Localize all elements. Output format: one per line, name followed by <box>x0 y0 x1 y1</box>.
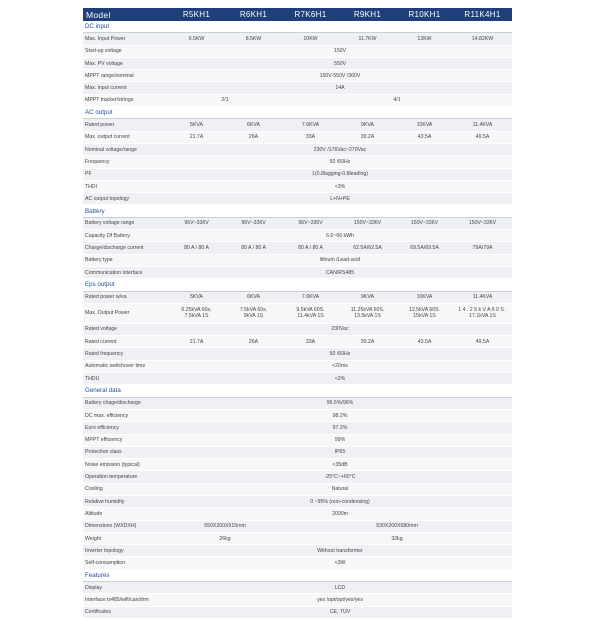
spec-value: 2/1 <box>168 94 282 106</box>
spec-value: 150V <box>168 45 512 57</box>
spec-value: lithium /Lead-acid <box>168 254 512 266</box>
spec-row <box>83 45 512 57</box>
spec-value: 33A <box>282 131 339 143</box>
spec-row <box>83 180 512 192</box>
section-title: Features <box>83 569 512 581</box>
spec-value: 11.4KVA <box>453 291 512 303</box>
spec-row <box>83 266 512 278</box>
spec-row <box>83 508 512 520</box>
spec-value: <3% <box>168 180 512 192</box>
spec-label: Communication interface <box>83 266 168 278</box>
spec-value: 230V /176Vac~270Vac <box>168 143 512 155</box>
spec-value-line: 6.25kVA 60s. <box>181 307 212 314</box>
spec-value: 5KVA <box>168 291 225 303</box>
spec-value: 9KVA <box>339 291 396 303</box>
spec-value: 1(0.8lagging-0.8leading) <box>168 168 512 180</box>
spec-row <box>83 557 512 569</box>
spec-value: 43.5A <box>396 336 453 348</box>
spec-label: THDI <box>83 180 168 192</box>
spec-value: <3W <box>168 557 512 569</box>
spec-value: 8.5KW <box>225 33 282 45</box>
spec-value: 6.5KW <box>168 33 225 45</box>
spec-value: 50 /60Hz <box>168 156 512 168</box>
spec-label: Frequency <box>83 156 168 168</box>
spec-value: 10KVA <box>396 119 453 131</box>
spec-value: 39.2A <box>339 131 396 143</box>
spec-value <box>339 303 396 323</box>
spec-label: Display <box>83 582 168 594</box>
spec-value-line: 12.5kVA 60S. <box>408 307 441 314</box>
spec-value: 62.5A/62.5A <box>339 242 396 254</box>
spec-value: -25°C~+60°C <box>168 471 512 483</box>
spec-label: Rated power <box>83 119 168 131</box>
spec-label: Capacity Of Battery <box>83 230 168 242</box>
spec-value: 550V <box>168 57 512 69</box>
spec-value: 26kg <box>168 532 282 544</box>
spec-label: DC max. efficiency <box>83 409 168 421</box>
spec-value: 0 ~95% (non-condensing) <box>168 495 512 507</box>
spec-row <box>83 446 512 458</box>
spec-label: Max. Output Power <box>83 303 168 323</box>
spec-value: 43.5A <box>396 131 453 143</box>
spec-value: 32kg <box>282 532 512 544</box>
spec-row <box>83 434 512 446</box>
spec-label: Battery voltage range <box>83 217 168 229</box>
spec-label: PF <box>83 168 168 180</box>
spec-row <box>83 459 512 471</box>
spec-value: 13KW <box>396 33 453 45</box>
spec-value: <35dB <box>168 459 512 471</box>
spec-value: CAN/RS485 <box>168 266 512 278</box>
spec-label: AC output topology <box>83 193 168 205</box>
spec-value: 4/1 <box>282 94 512 106</box>
spec-value: 99% <box>168 434 512 446</box>
spec-value: 50 /60Hz <box>168 348 512 360</box>
spec-label: Interface:rs485/wifi/can/drm <box>83 594 168 606</box>
spec-row <box>83 336 512 348</box>
spec-value: 49.5A <box>453 336 512 348</box>
section-title: General data <box>83 385 512 397</box>
spec-value <box>225 303 282 323</box>
spec-value: 96.5%/96% <box>168 397 512 409</box>
spec-value <box>396 303 453 323</box>
spec-value: 33A <box>282 336 339 348</box>
spec-value <box>282 303 339 323</box>
spec-label: Operation temperature <box>83 471 168 483</box>
spec-value-line: 11.4kVA 1S <box>297 313 324 320</box>
spec-sheet <box>83 8 512 619</box>
spec-value: yes /opt/opt/yes/yes <box>168 594 512 606</box>
spec-value: 150V~336V <box>339 217 396 229</box>
spec-row <box>83 217 512 229</box>
spec-row <box>83 254 512 266</box>
spec-value: 10KVA <box>396 291 453 303</box>
spec-row <box>83 168 512 180</box>
section-header-row <box>83 107 512 119</box>
spec-value: 550X200X515mm <box>168 520 282 532</box>
spec-row <box>83 82 512 94</box>
spec-value: 7.6KVA <box>282 291 339 303</box>
spec-label: Relative humidity <box>83 495 168 507</box>
spec-row <box>83 594 512 606</box>
spec-value-line: 11.25kVA 60S. <box>350 307 385 314</box>
spec-value: 14.82KW <box>453 33 512 45</box>
spec-label: Cooling <box>83 483 168 495</box>
spec-label: Weight <box>83 532 168 544</box>
spec-value: 150V-550V /360V <box>168 70 512 82</box>
spec-label: Charge/discharge current <box>83 242 168 254</box>
spec-row <box>83 242 512 254</box>
spec-label: MPPT range/nominal <box>83 70 168 82</box>
spec-value: Without transformer <box>168 545 512 557</box>
spec-value: 5KVA <box>168 119 225 131</box>
spec-row <box>83 520 512 532</box>
section-title: Eps output <box>83 279 512 291</box>
section-header-row <box>83 21 512 33</box>
spec-label: Rated voltage <box>83 323 168 335</box>
spec-value: 10KW <box>282 33 339 45</box>
spec-label: Start-up voltage <box>83 45 168 57</box>
spec-label: THDU <box>83 373 168 385</box>
spec-table-body <box>83 21 512 618</box>
spec-row <box>83 397 512 409</box>
spec-value: 96V~336V <box>282 217 339 229</box>
section-header-row <box>83 205 512 217</box>
spec-label: Rated frequency <box>83 348 168 360</box>
spec-value: 6KVA <box>225 119 282 131</box>
header-cell-r11k4h1: R11K4H1 <box>453 8 512 21</box>
spec-value: 98.2% <box>168 409 512 421</box>
spec-row <box>83 582 512 594</box>
spec-row <box>83 230 512 242</box>
spec-value <box>168 303 225 323</box>
spec-value: 21.7A <box>168 131 225 143</box>
spec-value: 26A <box>225 131 282 143</box>
spec-value: 6.6~66 kWh <box>168 230 512 242</box>
spec-value: LCD <box>168 582 512 594</box>
spec-label: Max. PV voltage <box>83 57 168 69</box>
spec-row <box>83 422 512 434</box>
spec-value-line: 9kVA 1S <box>243 313 264 320</box>
spec-value: 9KVA <box>339 119 396 131</box>
spec-row <box>83 348 512 360</box>
spec-value: Natural <box>168 483 512 495</box>
header-cell-r7k6h1: R7K6H1 <box>282 8 339 21</box>
spec-label: Battery type <box>83 254 168 266</box>
section-title: DC input <box>83 21 512 33</box>
spec-label: Battery chage/discharge <box>83 397 168 409</box>
spec-value: 150V~336V <box>453 217 512 229</box>
section-header-row <box>83 385 512 397</box>
spec-value: 7.6KVA <box>282 119 339 131</box>
spec-row <box>83 94 512 106</box>
spec-value: 96V~336V <box>225 217 282 229</box>
spec-row <box>83 119 512 131</box>
spec-value: 96V~336V <box>168 217 225 229</box>
spec-label: Rated current <box>83 336 168 348</box>
spec-value: 21.7A <box>168 336 225 348</box>
spec-label: Self-consumption <box>83 557 168 569</box>
spec-label: Euro efficiency <box>83 422 168 434</box>
spec-row <box>83 323 512 335</box>
spec-row <box>83 471 512 483</box>
spec-value: 2000m <box>168 508 512 520</box>
spec-row <box>83 33 512 45</box>
spec-value: L+N+PE <box>168 193 512 205</box>
spec-label: Max. input current <box>83 82 168 94</box>
header-cell-r9kh1: R9KH1 <box>339 8 396 21</box>
spec-value: 80 A / 80 A <box>225 242 282 254</box>
spec-row <box>83 495 512 507</box>
spec-value: 97.2% <box>168 422 512 434</box>
spec-value: 14A <box>168 82 512 94</box>
header-cell-model: Model <box>83 8 168 21</box>
spec-value: 26A <box>225 336 282 348</box>
spec-table <box>83 8 512 619</box>
spec-label: Noise emission (typical) <box>83 459 168 471</box>
spec-row <box>83 483 512 495</box>
spec-row <box>83 131 512 143</box>
spec-value-line: 17.1kVA 1S <box>469 313 496 320</box>
section-title: AC output <box>83 107 512 119</box>
spec-value: 230Vac <box>168 323 512 335</box>
spec-row <box>83 303 512 323</box>
spec-value: 6KVA <box>225 291 282 303</box>
spec-value: 530X200X680mm <box>282 520 512 532</box>
spec-value: 11.7KW <box>339 33 396 45</box>
section-title: Battery <box>83 205 512 217</box>
spec-row <box>83 532 512 544</box>
spec-value <box>453 303 512 323</box>
header-cell-r10kh1: R10KH1 <box>396 8 453 21</box>
spec-value: 80 A / 80 A <box>168 242 225 254</box>
spec-value: 69.5A/69.5A <box>396 242 453 254</box>
spec-value-line: 7.5kVA 60s. <box>239 307 268 314</box>
spec-value: 80 A / 80 A <box>282 242 339 254</box>
spec-row <box>83 193 512 205</box>
spec-value-line: 13.5kVA 1S <box>354 313 381 320</box>
spec-label: Dimensions (WXDXH) <box>83 520 168 532</box>
spec-label: Inverter topology <box>83 545 168 557</box>
spec-label: Rated power w/va <box>83 291 168 303</box>
spec-value-line: 15kVA 1S <box>413 313 436 320</box>
spec-value: 79A/79A <box>453 242 512 254</box>
section-header-row <box>83 569 512 581</box>
spec-value-line: 7.5kVA 1S <box>184 313 209 320</box>
spec-row <box>83 409 512 421</box>
header-cell-r6kh1: R6KH1 <box>225 8 282 21</box>
spec-value: <20ms <box>168 360 512 372</box>
spec-label: MPPT efficiency <box>83 434 168 446</box>
spec-row <box>83 606 512 618</box>
spec-row <box>83 545 512 557</box>
section-header-row <box>83 279 512 291</box>
spec-row <box>83 360 512 372</box>
spec-value: 150V~336V <box>396 217 453 229</box>
spec-value: 39.2A <box>339 336 396 348</box>
spec-value: <2% <box>168 373 512 385</box>
spec-row <box>83 70 512 82</box>
spec-value: CE, TUV <box>168 606 512 618</box>
spec-row <box>83 143 512 155</box>
spec-row <box>83 291 512 303</box>
spec-value: IP65 <box>168 446 512 458</box>
spec-value: 49.5A <box>453 131 512 143</box>
spec-value-line: 9.5kVA 60S. <box>296 307 325 314</box>
spec-label: Automatic switchover time <box>83 360 168 372</box>
spec-row <box>83 57 512 69</box>
spec-value-line: 1 4 . 2 5 k V A 6 0 S . <box>458 307 507 314</box>
spec-label: Certificates <box>83 606 168 618</box>
spec-label: Protection class <box>83 446 168 458</box>
spec-label: Nominal voltage/range <box>83 143 168 155</box>
header-cell-r5kh1: R5KH1 <box>168 8 225 21</box>
header-row <box>83 8 512 21</box>
spec-label: Max. output current <box>83 131 168 143</box>
spec-label: Max. Input Power <box>83 33 168 45</box>
spec-value: 11.4KVA <box>453 119 512 131</box>
spec-label: Altitude <box>83 508 168 520</box>
spec-label: MPPT tracker/strings <box>83 94 168 106</box>
spec-row <box>83 373 512 385</box>
spec-row <box>83 156 512 168</box>
